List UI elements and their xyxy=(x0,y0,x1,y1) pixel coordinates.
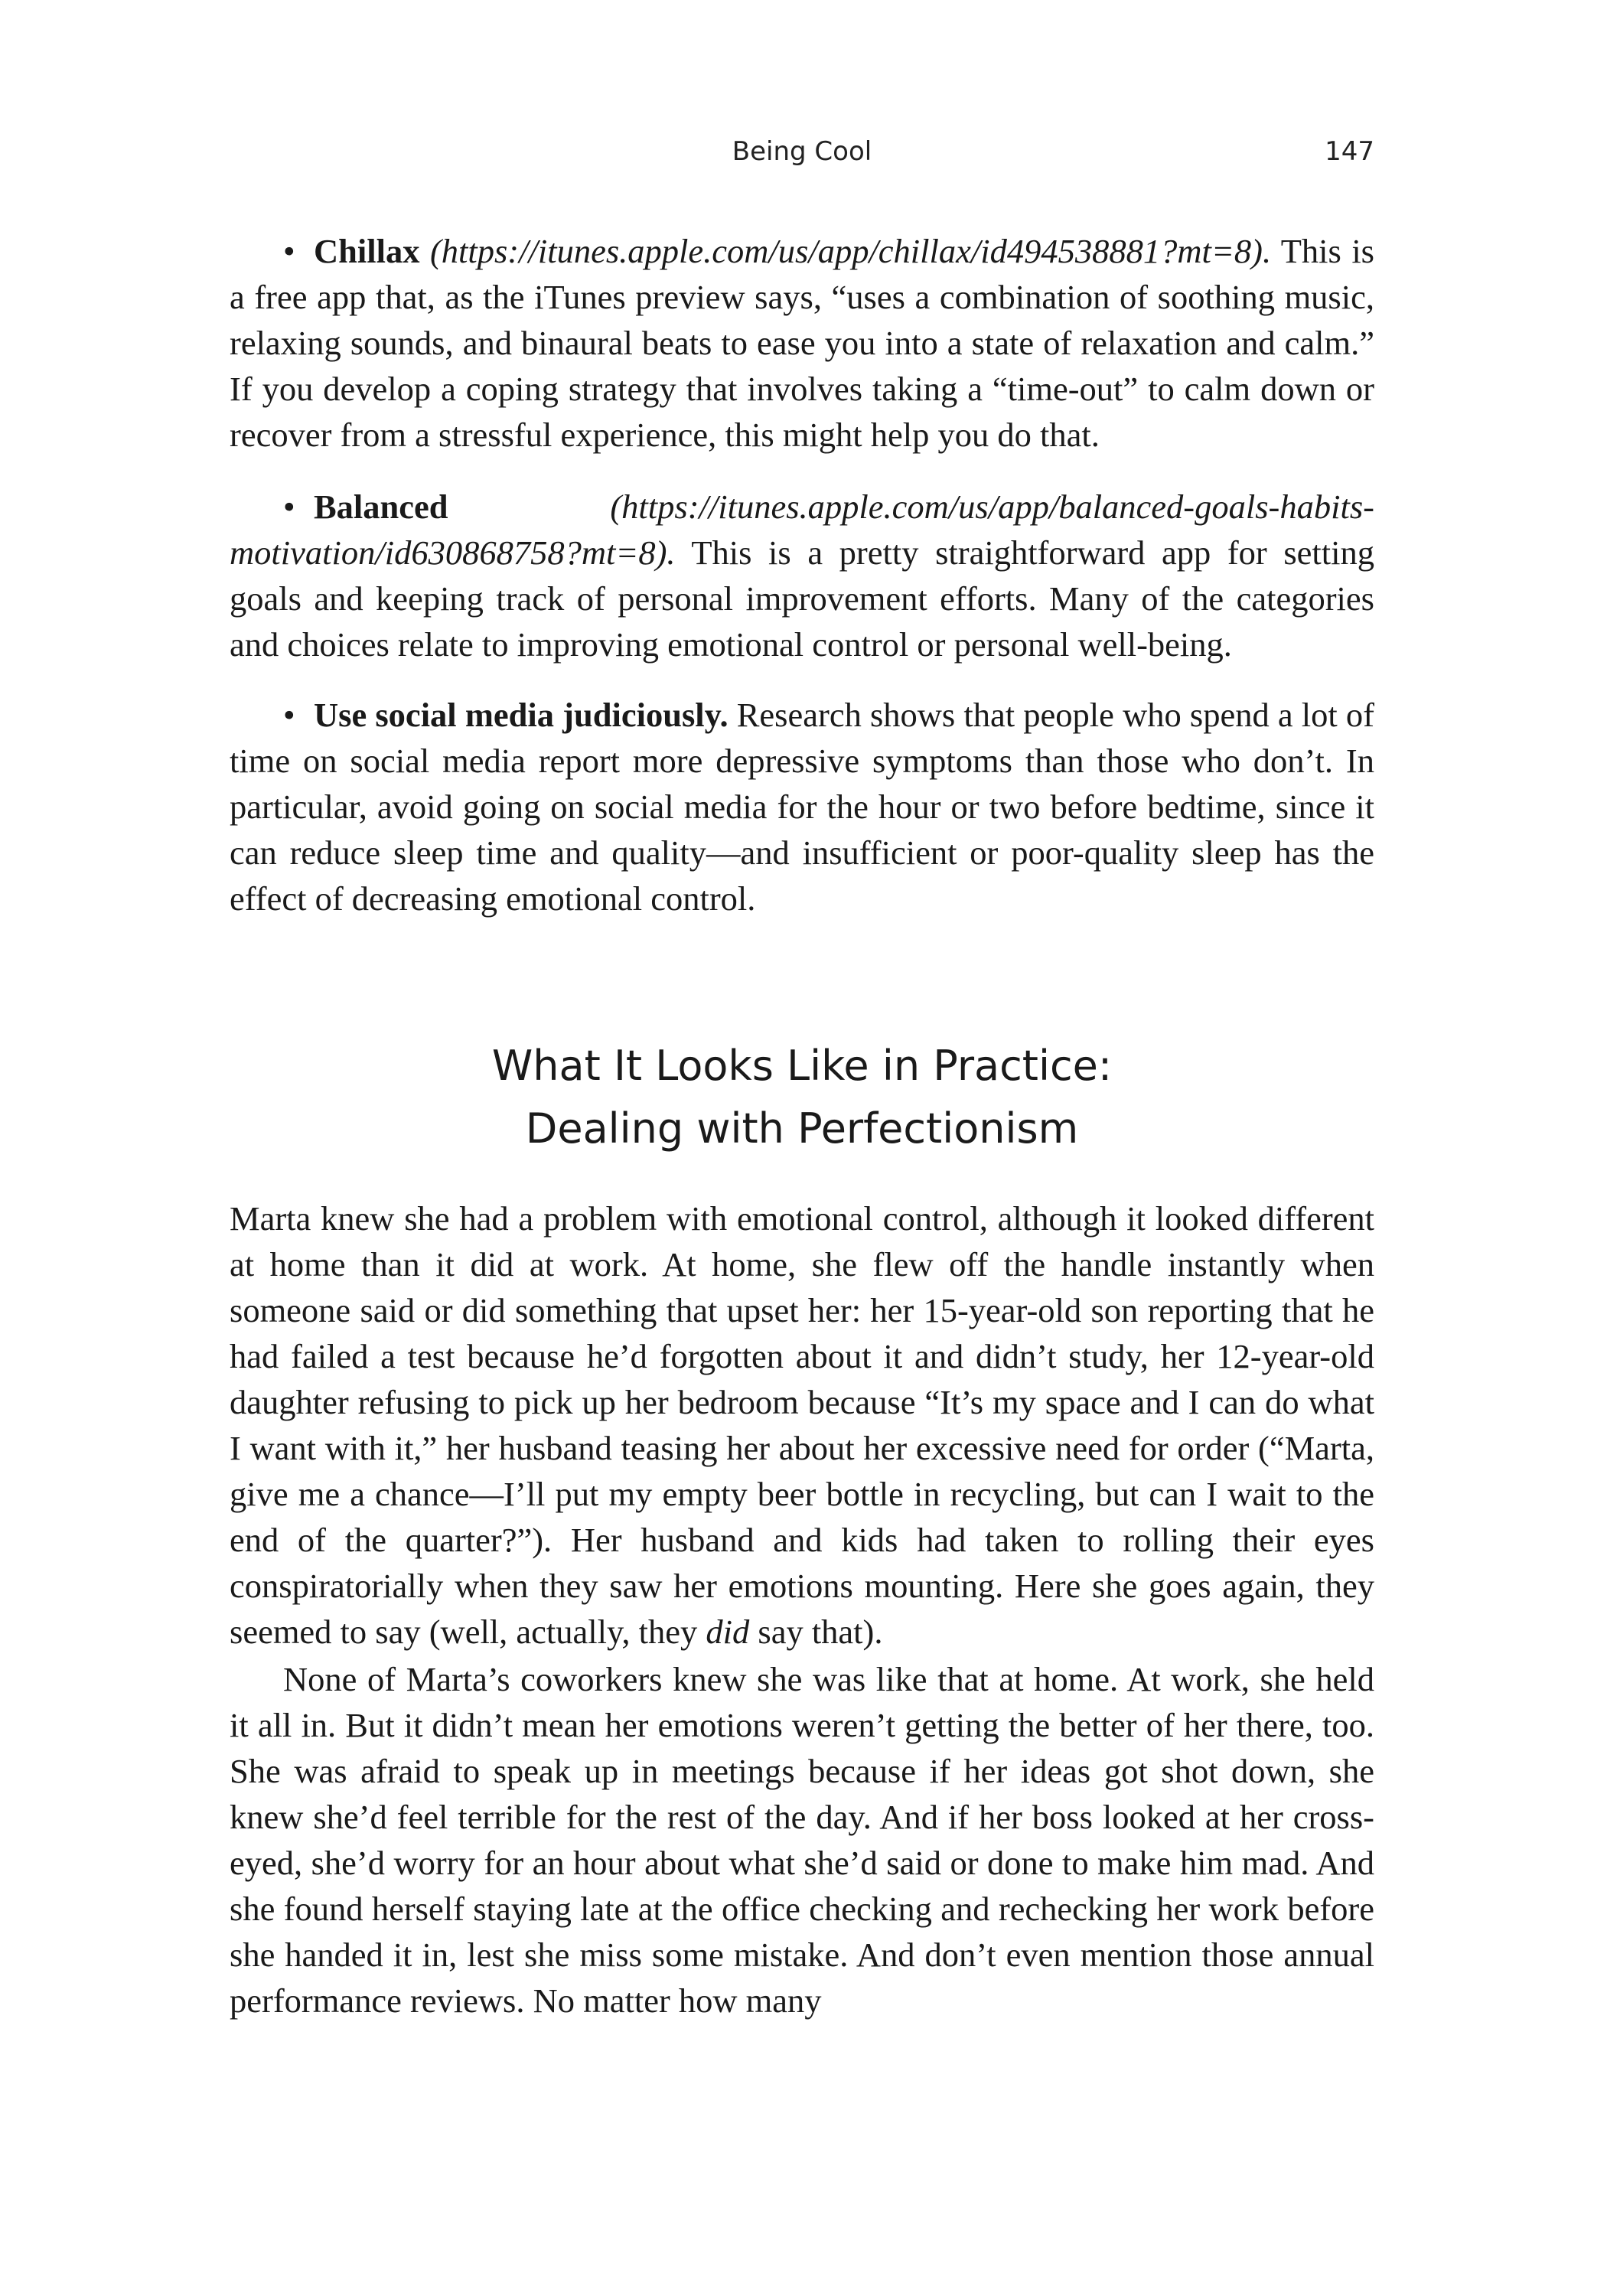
bullet-title: Use social media judiciously. xyxy=(314,696,729,734)
bullet-text: Research shows that people who spend a lot of time on social media report more depressive symptoms than those who don’t. In particular, avoid going on social media for the hour or two before bedtime, since it can reduce sleep time and quality—and insufficient or poor-quality sleep has the effect of decreasing emotional control. xyxy=(230,696,1374,918)
bullet-text: This is a pretty straightforward app for setting goals and keeping track of personal improvement efforts. Many of the categories and choices relate to improving emotional control or personal well-being. xyxy=(230,533,1374,664)
bullet-item-chillax xyxy=(230,228,1374,458)
bullet-paragraph xyxy=(230,228,1374,458)
bullet-paragraph xyxy=(230,692,1374,921)
bullet-text: This is a free app that, as the iTunes preview says, “uses a combination of soothing music, relaxing sounds, and binaural beats to ease you into a state of relaxation and calm.” If you develop a coping strategy that involves taking a “time-out” to calm down or recover from a stressful experience, this might help you do that. xyxy=(230,232,1374,454)
paragraph-2 xyxy=(230,1656,1374,2024)
app-url: (https://itunes.apple.com/us/app/balanced-goals-habits-motivation/id630868758?mt=8). xyxy=(230,488,1374,572)
bullet-icon: • xyxy=(283,232,295,270)
paragraph-text-end: say that). xyxy=(749,1613,883,1651)
bullet-icon: • xyxy=(283,696,295,734)
bullet-item-balanced xyxy=(230,484,1374,667)
page-number: 147 xyxy=(1325,136,1374,167)
bullet-title: Chillax xyxy=(314,232,420,270)
paragraph-text xyxy=(230,1195,1374,1655)
paragraph-text: None of Marta’s coworkers knew she was like that at home. At work, she held it all in. But it didn’t mean her emotions weren’t getting the better of her there, too. She was afraid to speak up in meetings because if her ideas got shot down, she knew she’d feel terrible for the rest of the day. And if her boss looked at her cross-eyed, she’d worry for an hour about what she’d said or done to make him mad. And she found herself staying late at the office checking and rechecking her work before she handed it in, lest she miss some mistake. And don’t even mention those annual performance reviews. No matter how many xyxy=(230,1660,1374,2020)
running-header xyxy=(230,136,1374,174)
emphasis-text: did xyxy=(706,1613,750,1651)
bullet-icon: • xyxy=(283,488,295,526)
bullet-paragraph xyxy=(230,484,1374,667)
bullet-title: Balanced xyxy=(314,488,448,526)
app-url: (https://itunes.apple.com/us/app/chillax/id494538881?mt=8). xyxy=(429,232,1272,270)
paragraph-1 xyxy=(230,1195,1374,1655)
bullet-item-social-media xyxy=(230,692,1374,921)
running-title: Being Cool xyxy=(732,136,872,167)
section-heading xyxy=(230,1035,1374,1160)
section-heading-line1: What It Looks Like in Practice: xyxy=(491,1042,1113,1090)
paragraph-text-start: Marta knew she had a problem with emotional control, although it looked different at home than it did at work. At home, she flew off the handle instantly when someone said or did something that upset her: her 15-year-old son reporting that he had failed a test because he’d forgotten about it and didn’t study, her 12-year-old daughter refusing to pick up her bedroom because “It’s my space and I can do what I want with it,” her husband teasing her about her excessive need for order (“Marta, give me a chance—I’ll put my empty beer bottle in recycling, but can I wait to the end of the quarter?”). Her husband and kids had taken to rolling their eyes conspiratorially when they saw her emotions mounting. Here she goes again, they seemed to say (well, actually, they xyxy=(230,1199,1374,1651)
section-heading-line2: Dealing with Perfectionism xyxy=(525,1104,1079,1153)
